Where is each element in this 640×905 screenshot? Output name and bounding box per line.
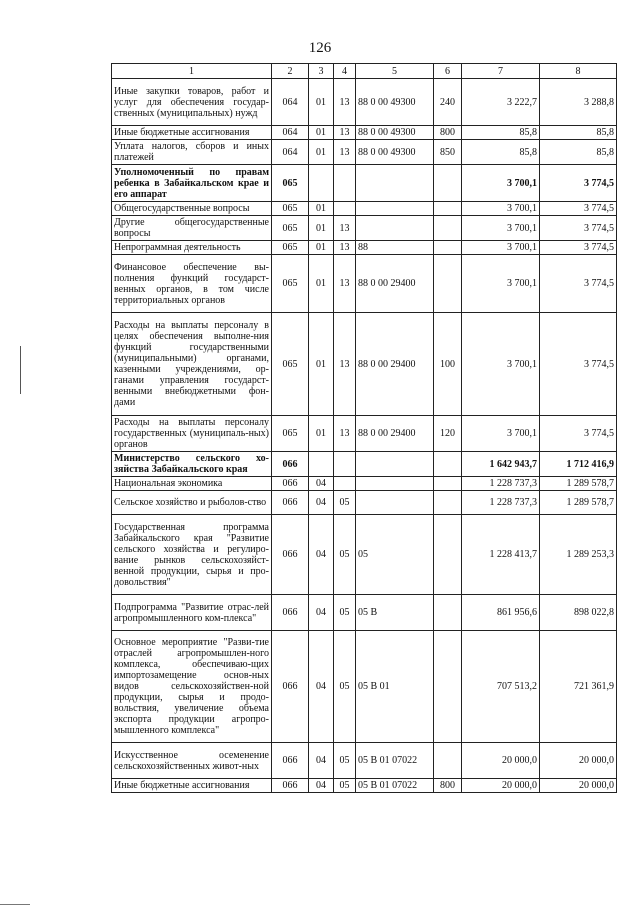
row-col-3: 01 — [309, 216, 334, 241]
table-row — [112, 255, 617, 313]
table-row — [112, 79, 617, 126]
row-col-8: 3 288,8 — [540, 79, 617, 126]
row-col-3: 04 — [309, 743, 334, 779]
row-col-3 — [309, 165, 334, 202]
row-col-4: 13 — [334, 416, 356, 452]
row-col-4: 05 — [334, 515, 356, 595]
column-header: 6 — [434, 64, 462, 79]
table-row — [112, 416, 617, 452]
row-col-6: 850 — [434, 140, 462, 165]
table-row — [112, 452, 617, 477]
row-col-8: 3 774,5 — [540, 313, 617, 416]
row-col-6 — [434, 255, 462, 313]
row-col-3: 04 — [309, 595, 334, 631]
row-col-7: 3 700,1 — [462, 216, 540, 241]
margin-mark — [20, 346, 21, 394]
row-col-3 — [309, 452, 334, 477]
row-col-2: 065 — [272, 241, 309, 255]
row-name: Министерство сельского хо-зяйства Забайкальского края — [112, 452, 272, 477]
row-name: Другие общегосударственные вопросы — [112, 216, 272, 241]
row-col-2: 064 — [272, 79, 309, 126]
row-col-6 — [434, 452, 462, 477]
row-col-8: 1 712 416,9 — [540, 452, 617, 477]
row-col-2: 065 — [272, 313, 309, 416]
row-col-6 — [434, 515, 462, 595]
row-col-2: 066 — [272, 779, 309, 793]
row-col-3: 01 — [309, 241, 334, 255]
table-row — [112, 241, 617, 255]
row-col-5: 05 — [356, 515, 434, 595]
row-col-5: 05 В 01 — [356, 631, 434, 743]
row-col-3: 01 — [309, 140, 334, 165]
table-row — [112, 313, 617, 416]
row-col-4: 13 — [334, 241, 356, 255]
row-col-6 — [434, 595, 462, 631]
row-col-4 — [334, 477, 356, 491]
row-col-3: 04 — [309, 491, 334, 515]
header-row — [112, 64, 617, 79]
row-col-5 — [356, 452, 434, 477]
row-col-5 — [356, 477, 434, 491]
row-name: Непрограммная деятельность — [112, 241, 272, 255]
row-col-7: 3 700,1 — [462, 202, 540, 216]
row-name: Сельское хозяйство и рыболов-ство — [112, 491, 272, 515]
row-col-7: 85,8 — [462, 126, 540, 140]
column-header: 4 — [334, 64, 356, 79]
row-name: Искусственное осеменение сельскохозяйственных живот-ных — [112, 743, 272, 779]
row-col-6: 800 — [434, 126, 462, 140]
row-col-2: 064 — [272, 126, 309, 140]
table-row — [112, 743, 617, 779]
row-name: Иные бюджетные ассигнования — [112, 126, 272, 140]
row-col-5 — [356, 491, 434, 515]
row-col-8: 3 774,5 — [540, 255, 617, 313]
row-col-7: 3 700,1 — [462, 416, 540, 452]
column-header: 2 — [272, 64, 309, 79]
row-col-6 — [434, 165, 462, 202]
table-row — [112, 165, 617, 202]
row-col-5: 88 0 00 29400 — [356, 313, 434, 416]
row-col-7: 861 956,6 — [462, 595, 540, 631]
row-col-6 — [434, 491, 462, 515]
row-col-2: 064 — [272, 140, 309, 165]
page-number: 126 — [308, 40, 332, 56]
row-col-4: 05 — [334, 779, 356, 793]
row-col-3: 01 — [309, 416, 334, 452]
row-col-5: 88 0 00 49300 — [356, 79, 434, 126]
row-col-4: 13 — [334, 216, 356, 241]
row-name: Общегосударственные вопросы — [112, 202, 272, 216]
row-col-5: 88 0 00 29400 — [356, 416, 434, 452]
row-col-2: 066 — [272, 515, 309, 595]
row-col-5 — [356, 165, 434, 202]
row-col-2: 065 — [272, 255, 309, 313]
row-col-2: 066 — [272, 631, 309, 743]
row-col-5: 05 В 01 07022 — [356, 779, 434, 793]
row-col-3: 01 — [309, 255, 334, 313]
row-col-4: 13 — [334, 79, 356, 126]
row-col-7: 1 228 737,3 — [462, 477, 540, 491]
row-col-2: 065 — [272, 416, 309, 452]
row-name: Иные закупки товаров, работ и услуг для обеспечения государ-ственных (муниципальных) нужд — [112, 79, 272, 126]
row-col-7: 20 000,0 — [462, 743, 540, 779]
row-col-2: 066 — [272, 595, 309, 631]
row-name: Расходы на выплаты персоналу государственных (муниципаль-ных) органов — [112, 416, 272, 452]
row-name: Финансовое обеспечение вы-полнения функций государст-венных органов, в том числе территориальных органов — [112, 255, 272, 313]
row-col-6 — [434, 631, 462, 743]
table-body — [112, 79, 617, 793]
row-col-7: 20 000,0 — [462, 779, 540, 793]
table-row — [112, 202, 617, 216]
row-col-7: 3 700,1 — [462, 255, 540, 313]
row-col-6 — [434, 743, 462, 779]
table-row — [112, 515, 617, 595]
row-col-3: 01 — [309, 126, 334, 140]
table-row — [112, 491, 617, 515]
row-col-5: 88 0 00 29400 — [356, 255, 434, 313]
row-col-8: 1 289 253,3 — [540, 515, 617, 595]
row-col-8: 85,8 — [540, 140, 617, 165]
table-row — [112, 595, 617, 631]
row-col-4 — [334, 452, 356, 477]
row-col-6: 120 — [434, 416, 462, 452]
row-col-2: 066 — [272, 743, 309, 779]
row-col-8: 85,8 — [540, 126, 617, 140]
row-name: Основное мероприятие "Разви-тие отраслей агропромышлен-ного комплекса, обеспечиваю-щих импортозамещение основ-ных видов сельскохозяйствен-ной продукции, сырья и продо-вольствия, увеличение объема экспорта продукции агропро-мышленного комплекса" — [112, 631, 272, 743]
row-col-4: 05 — [334, 743, 356, 779]
row-col-5: 88 0 00 49300 — [356, 126, 434, 140]
row-col-3: 04 — [309, 515, 334, 595]
row-col-4: 05 — [334, 491, 356, 515]
table-row — [112, 140, 617, 165]
row-col-7: 1 228 413,7 — [462, 515, 540, 595]
row-col-8: 721 361,9 — [540, 631, 617, 743]
row-col-7: 707 513,2 — [462, 631, 540, 743]
row-col-3: 04 — [309, 631, 334, 743]
row-col-4: 13 — [334, 313, 356, 416]
row-col-7: 3 222,7 — [462, 79, 540, 126]
row-col-7: 3 700,1 — [462, 313, 540, 416]
row-col-5: 88 0 00 49300 — [356, 140, 434, 165]
row-col-7: 1 228 737,3 — [462, 491, 540, 515]
row-col-8: 3 774,5 — [540, 241, 617, 255]
row-name: Расходы на выплаты персоналу в целях обеспечения выполне-ния функций государственными (муниципальными) органами, казенными учреждениями, ор-ганами управления государст-венными внебюджетными фон-дами — [112, 313, 272, 416]
column-header: 7 — [462, 64, 540, 79]
row-name: Национальная экономика — [112, 477, 272, 491]
row-col-6 — [434, 241, 462, 255]
row-col-2: 065 — [272, 216, 309, 241]
row-col-8: 20 000,0 — [540, 779, 617, 793]
row-col-2: 066 — [272, 491, 309, 515]
row-col-7: 1 642 943,7 — [462, 452, 540, 477]
row-name: Государственная программа Забайкальского края "Развитие сельского хозяйства и регулиро-вание рынков сельскохозяйст-венной продукции, сырья и про-довольствия" — [112, 515, 272, 595]
row-col-8: 1 289 578,7 — [540, 477, 617, 491]
row-col-4 — [334, 202, 356, 216]
row-col-5: 05 В 01 07022 — [356, 743, 434, 779]
row-col-3: 04 — [309, 779, 334, 793]
row-col-6 — [434, 216, 462, 241]
row-col-6: 800 — [434, 779, 462, 793]
row-col-3: 04 — [309, 477, 334, 491]
row-col-5 — [356, 216, 434, 241]
row-col-6: 240 — [434, 79, 462, 126]
row-col-8: 20 000,0 — [540, 743, 617, 779]
row-col-4: 13 — [334, 255, 356, 313]
row-col-7: 85,8 — [462, 140, 540, 165]
table-row — [112, 631, 617, 743]
row-col-2: 065 — [272, 202, 309, 216]
row-col-4: 13 — [334, 126, 356, 140]
table-row — [112, 779, 617, 793]
column-header: 3 — [309, 64, 334, 79]
column-header: 5 — [356, 64, 434, 79]
row-col-3: 01 — [309, 79, 334, 126]
row-col-8: 1 289 578,7 — [540, 491, 617, 515]
row-col-2: 066 — [272, 477, 309, 491]
row-col-3: 01 — [309, 202, 334, 216]
table-row — [112, 477, 617, 491]
row-name: Уполномоченный по правам ребенка в Забайкальском крае и его аппарат — [112, 165, 272, 202]
row-name: Подпрограмма "Развитие отрас-лей агропромышленного ком-плекса" — [112, 595, 272, 631]
row-col-8: 898 022,8 — [540, 595, 617, 631]
row-col-5: 05 В — [356, 595, 434, 631]
row-col-7: 3 700,1 — [462, 165, 540, 202]
row-col-8: 3 774,5 — [540, 202, 617, 216]
table-row — [112, 126, 617, 140]
row-col-2: 065 — [272, 165, 309, 202]
row-col-5: 88 — [356, 241, 434, 255]
row-name: Уплата налогов, сборов и иных платежей — [112, 140, 272, 165]
row-col-8: 3 774,5 — [540, 165, 617, 202]
row-name: Иные бюджетные ассигнования — [112, 779, 272, 793]
row-col-8: 3 774,5 — [540, 216, 617, 241]
column-header: 1 — [112, 64, 272, 79]
row-col-4: 13 — [334, 140, 356, 165]
row-col-3: 01 — [309, 313, 334, 416]
row-col-8: 3 774,5 — [540, 416, 617, 452]
column-header: 8 — [540, 64, 617, 79]
row-col-4 — [334, 165, 356, 202]
row-col-6: 100 — [434, 313, 462, 416]
row-col-4: 05 — [334, 595, 356, 631]
budget-table — [111, 63, 617, 793]
row-col-5 — [356, 202, 434, 216]
table-row — [112, 216, 617, 241]
row-col-7: 3 700,1 — [462, 241, 540, 255]
row-col-6 — [434, 202, 462, 216]
row-col-6 — [434, 477, 462, 491]
row-col-4: 05 — [334, 631, 356, 743]
row-col-2: 066 — [272, 452, 309, 477]
